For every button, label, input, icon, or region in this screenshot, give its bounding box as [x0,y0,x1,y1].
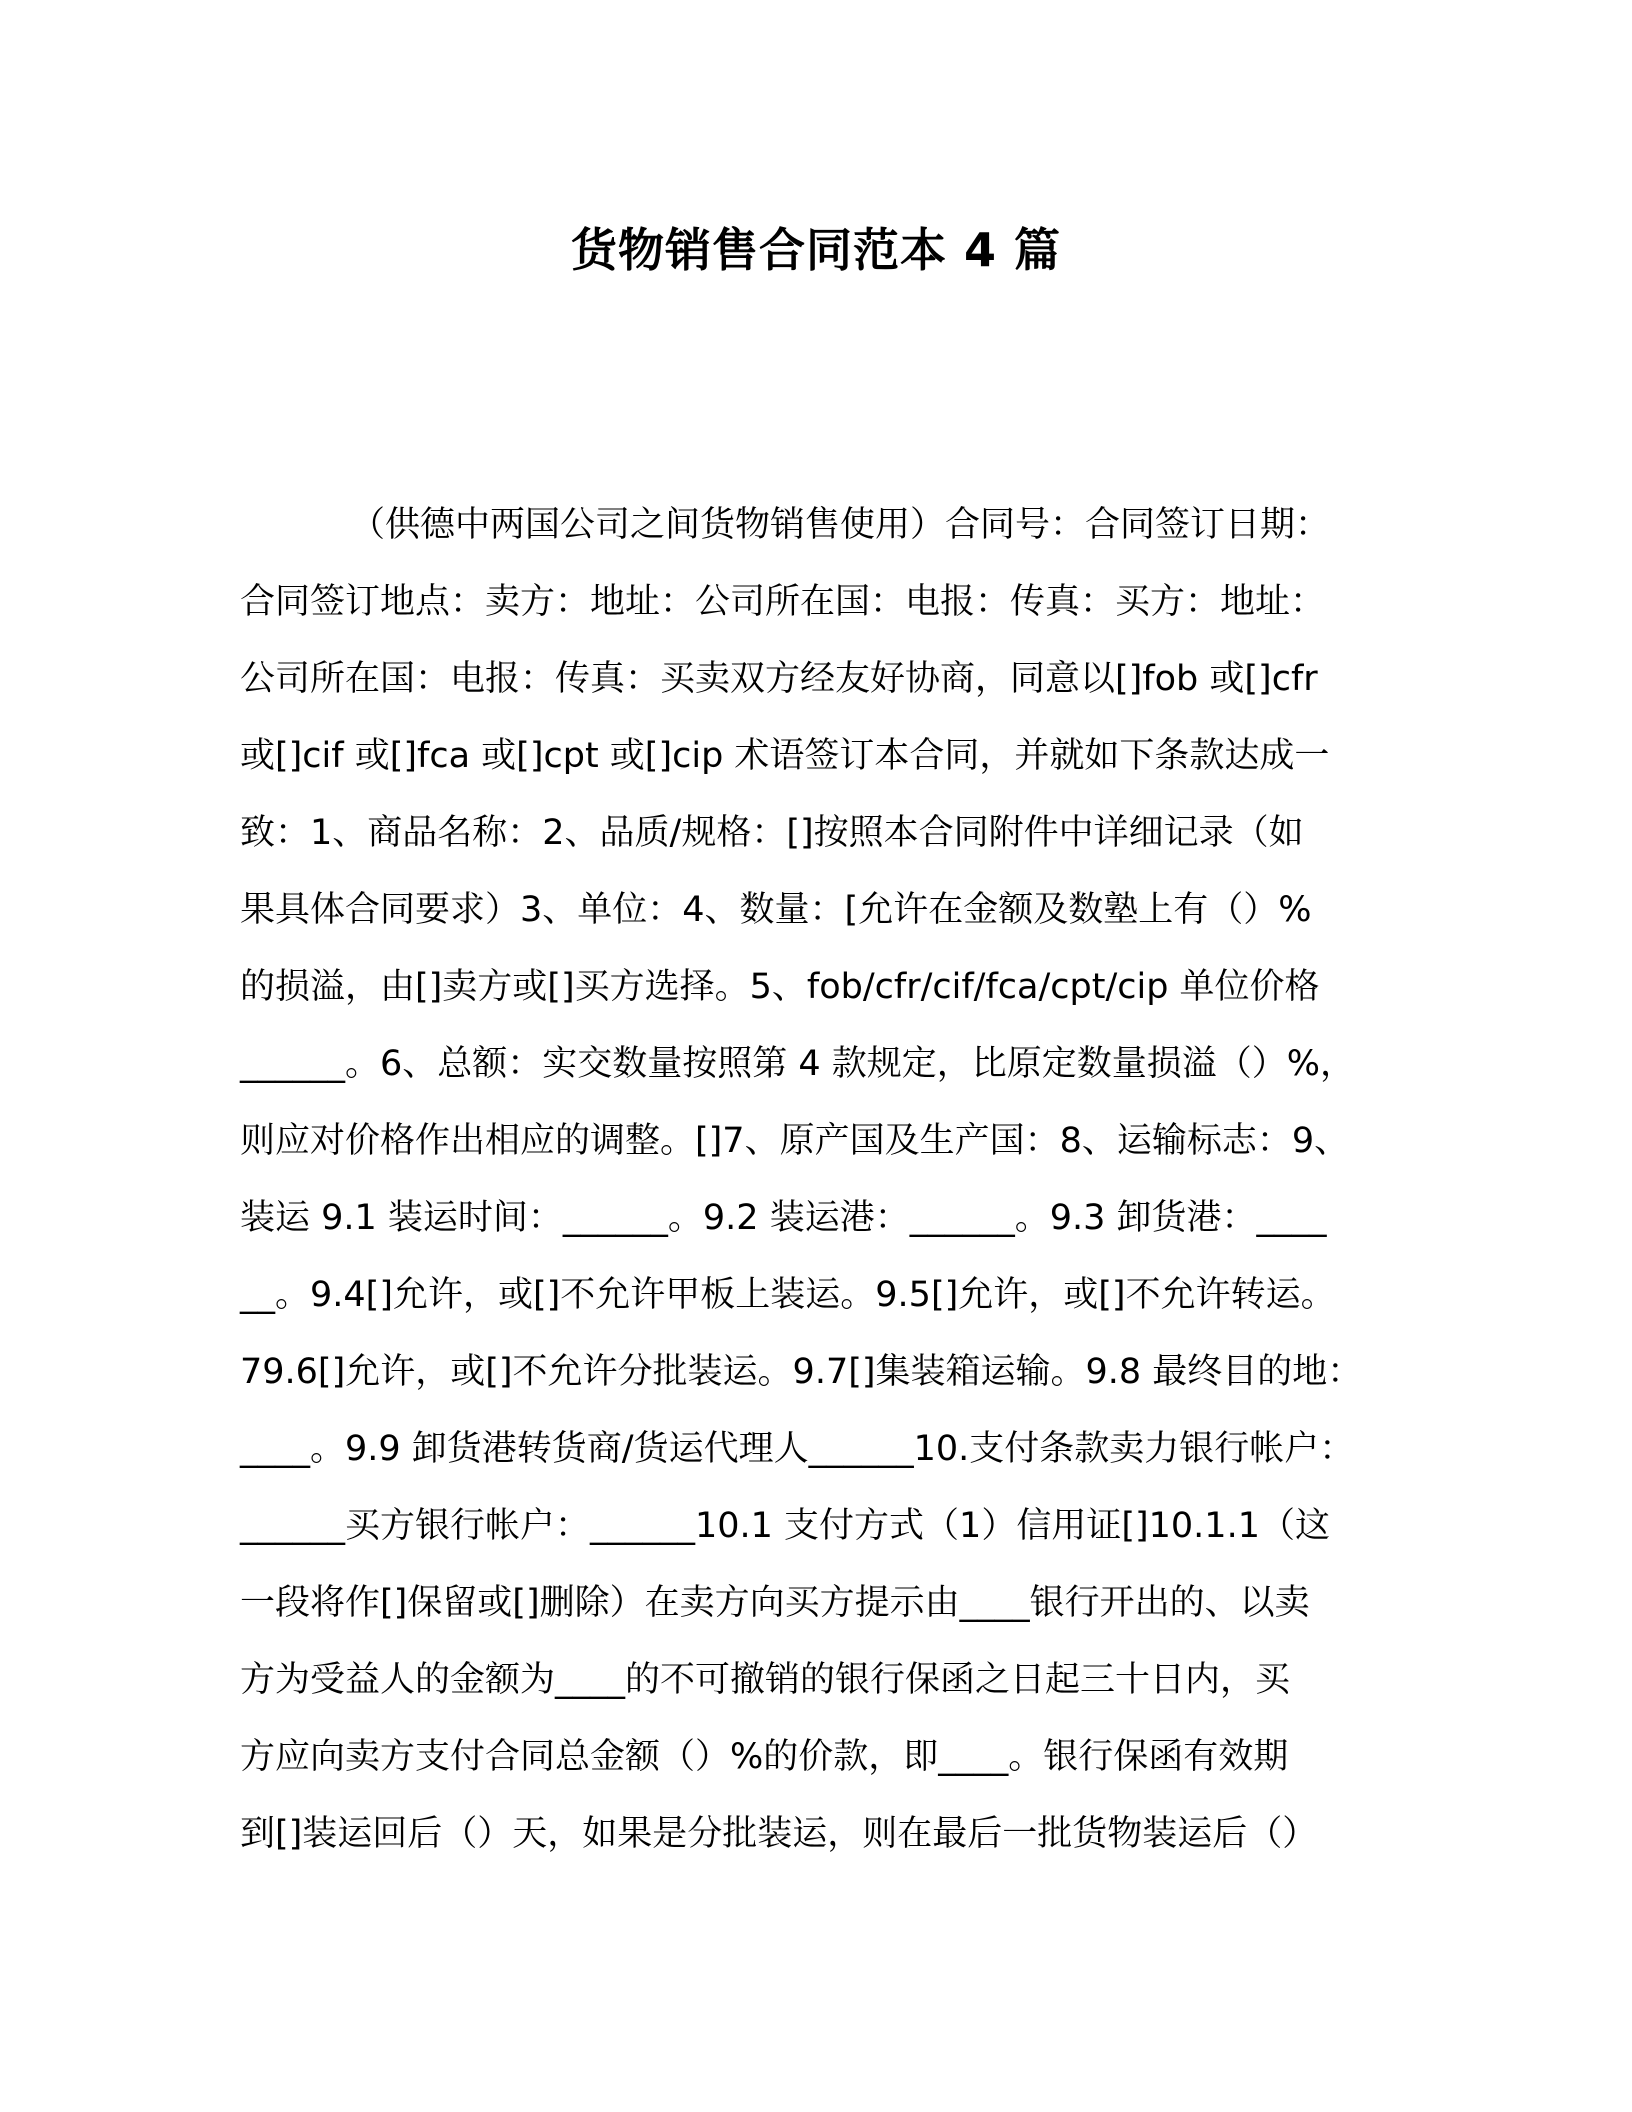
body-line-15: 一段将作[]保留或[]删除）在卖方向买方提示由____银行开出的、以卖 [240,1583,1310,1623]
body-line-14: ______买方银行帐户：______10.1 支付方式（1）信用证[]10.1.1（这 [240,1506,1330,1546]
body-line-13: ____。9.9 卸货港转货商/货运代理人______10.支付条款卖力银行帐户： [240,1429,1355,1469]
body-line-10: 装运 9.1 装运时间：______。9.2 装运港：______。9.3 卸货港：____ [240,1198,1327,1238]
body-line-2: 合同签订地点：卖方：地址：公司所在国：电报：传真：买方：地址： [240,582,1326,622]
body-line-7: 的损溢，由[]卖方或[]买方选择。5、fob/cfr/cif/fca/cpt/cip 单位价格 [240,967,1320,1007]
body-line-1: （供德中两国公司之间货物销售使用）合同号：合同签订日期： [350,505,1331,545]
contract-body [240,487,1420,1873]
body-line-18: 到[]装运回后（）天，如果是分批装运，则在最后一批货物装运后（） [240,1814,1318,1854]
body-line-3: 公司所在国：电报：传真：买卖双方经友好协商，同意以[]fob 或[]cfr [240,659,1318,699]
document-title: 货物销售合同范本 4 篇 [570,223,1062,277]
body-line-5: 致：1、商品名称：2、品质/规格：[]按照本合同附件中详细记录（如 [240,813,1304,853]
body-line-8: ______。6、总额：实交数量按照第 4 款规定，比原定数量损溢（）%， [240,1044,1356,1084]
body-line-9: 则应对价格作出相应的调整。[]7、原产国及生产国：8、运输标志：9、 [240,1121,1350,1161]
body-line-11: __。9.4[]允许，或[]不允许甲板上装运。9.5[]允许，或[]不允许转运。 [240,1275,1336,1315]
body-line-16: 方为受益人的金额为____的不可撤销的银行保函之日起三十日内，买 [240,1660,1291,1700]
body-line-4: 或[]cif 或[]fca 或[]cpt 或[]cip 术语签订本合同，并就如下条款达成一 [240,736,1330,776]
body-line-12: 79.6[]允许，或[]不允许分批装运。9.7[]集装箱运输。9.8 最终目的地： [240,1352,1363,1392]
body-line-6: 果具体合同要求）3、单位：4、数量：[允许在金额及数塾上有（）% [240,890,1312,930]
body-line-17: 方应向卖方支付合同总金额（）%的价款，即____。银行保函有效期 [240,1737,1289,1777]
